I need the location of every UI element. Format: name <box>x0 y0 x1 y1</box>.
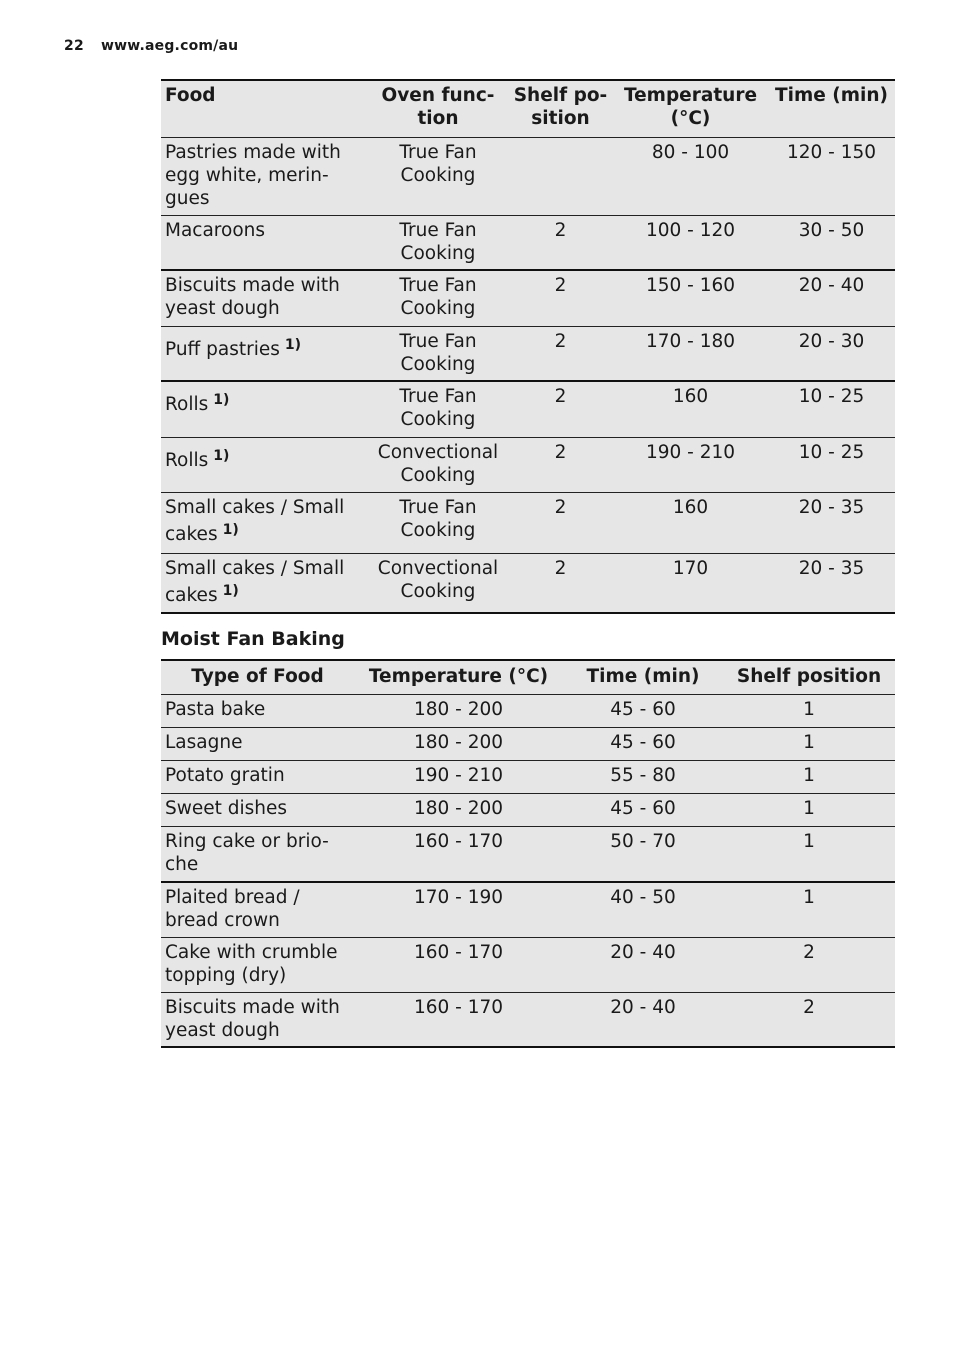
column-header-temperature: Temperature (°C) <box>354 660 563 694</box>
cell-temperature: 100 - 120 <box>645 219 736 241</box>
cell-food: Biscuits made with yeast dough <box>165 275 340 319</box>
cell-shelf: 2 <box>554 330 567 352</box>
column-header-time: Time (min) <box>563 660 723 694</box>
cell-time: 20 - 40 <box>610 996 676 1018</box>
table-header-row <box>161 660 895 694</box>
cell-shelf <box>508 137 613 215</box>
cell-oven-function: True Fan Cooking <box>399 496 477 541</box>
food-name: Rolls <box>165 394 209 415</box>
cell-food: Ring cake or brio- che <box>165 830 329 875</box>
cell-time: 20 - 40 <box>798 275 865 296</box>
cell-temperature: 180 - 200 <box>413 797 504 819</box>
table-row <box>161 793 895 826</box>
table-row <box>161 694 895 727</box>
food-name: Small cakes / Small cakes <box>165 557 345 606</box>
page-header <box>64 38 238 54</box>
table-row <box>161 882 895 937</box>
page-number: 22 <box>64 38 84 54</box>
table-row <box>161 137 895 215</box>
cell-time: 45 - 60 <box>610 797 676 819</box>
moist-fan-baking-table <box>161 659 895 1048</box>
table-row <box>161 381 895 437</box>
footnote-marker: 1) <box>213 392 230 408</box>
footnote-marker: 1) <box>284 336 302 353</box>
cell-shelf: 1 <box>803 698 815 720</box>
cell-temperature: 170 - 190 <box>413 887 504 908</box>
cell-shelf: 2 <box>554 386 567 407</box>
cell-temperature: 180 - 200 <box>413 698 504 720</box>
table-row <box>161 326 895 381</box>
cell-oven-function: True Fan Cooking <box>399 275 477 319</box>
cell-shelf: 1 <box>803 797 815 819</box>
footnote-marker: 1) <box>222 582 239 599</box>
footnote-marker: 1) <box>222 521 239 538</box>
cell-shelf: 2 <box>803 941 815 963</box>
section-title: Moist Fan Baking <box>161 628 345 650</box>
cell-shelf: 2 <box>554 496 567 518</box>
table-row <box>161 760 895 793</box>
cell-temperature: 160 <box>672 386 709 407</box>
table-row <box>161 992 895 1047</box>
cell-oven-function: True Fan Cooking <box>399 330 477 375</box>
table-row <box>161 826 895 882</box>
cell-shelf: 2 <box>554 219 567 241</box>
cell-food <box>161 553 368 613</box>
column-header-oven-function: Oven func- tion <box>368 80 508 137</box>
cell-oven-function: True Fan Cooking <box>399 219 477 264</box>
footnote-marker: 1) <box>213 447 230 464</box>
column-header-type-of-food: Type of Food <box>161 660 354 694</box>
cell-oven-function: True Fan Cooking <box>399 386 477 430</box>
cell-shelf: 1 <box>803 764 815 786</box>
cell-time: 20 - 35 <box>798 557 865 579</box>
column-header-food: Food <box>161 80 368 137</box>
cell-food <box>161 492 368 553</box>
cell-time: 45 - 60 <box>610 698 676 720</box>
cell-time: 120 - 150 <box>786 141 877 163</box>
cell-time: 45 - 60 <box>610 731 676 753</box>
table-row <box>161 492 895 553</box>
cell-shelf: 2 <box>554 557 567 579</box>
food-name: Small cakes / Small cakes <box>165 496 345 545</box>
cell-food: Pastries made with egg white, merin- gues <box>165 141 341 209</box>
cell-time: 30 - 50 <box>798 219 865 241</box>
cell-food <box>161 381 368 437</box>
cell-temperature: 170 - 180 <box>645 330 736 352</box>
cell-shelf: 2 <box>554 275 567 296</box>
column-header-shelf-position: Shelf po- sition <box>508 80 613 137</box>
cell-time: 20 - 40 <box>610 941 676 963</box>
header-url: www.aeg.com/au <box>100 38 239 54</box>
cell-temperature: 180 - 200 <box>413 731 504 753</box>
cell-temperature: 160 - 170 <box>413 941 504 963</box>
cell-food: Cake with crumble topping (dry) <box>165 941 338 986</box>
cell-shelf: 1 <box>803 830 815 852</box>
cell-oven-function: Convectional Cooking <box>377 557 499 602</box>
cell-food <box>161 437 368 492</box>
food-name: Puff pastries <box>165 338 280 360</box>
table-header-row <box>161 80 895 137</box>
cell-shelf: 1 <box>803 731 815 753</box>
cell-temperature: 170 <box>672 557 709 579</box>
cell-time: 20 - 30 <box>798 330 865 352</box>
table-row <box>161 937 895 992</box>
cell-time: 40 - 50 <box>610 887 676 908</box>
cell-food: Macaroons <box>165 219 266 241</box>
cell-time: 55 - 80 <box>610 764 676 786</box>
cell-temperature: 160 <box>672 496 709 518</box>
cell-temperature: 190 - 210 <box>413 764 504 786</box>
table-row <box>161 437 895 492</box>
cell-food: Sweet dishes <box>165 797 288 819</box>
cell-shelf: 2 <box>803 996 815 1018</box>
cell-food <box>161 326 368 381</box>
cell-oven-function: Convectional Cooking <box>377 441 499 486</box>
table-row <box>161 727 895 760</box>
cell-food: Pasta bake <box>165 698 266 720</box>
cell-time: 10 - 25 <box>798 441 865 463</box>
cell-oven-function: True Fan Cooking <box>399 141 477 186</box>
cell-temperature: 80 - 100 <box>651 141 730 163</box>
table-row <box>161 553 895 613</box>
cell-temperature: 150 - 160 <box>645 275 736 296</box>
table-row <box>161 215 895 270</box>
column-header-shelf-position: Shelf position <box>723 660 895 694</box>
cell-shelf: 2 <box>554 441 567 463</box>
baking-table <box>161 79 895 614</box>
cell-temperature: 160 - 170 <box>413 830 504 852</box>
cell-temperature: 160 - 170 <box>413 996 504 1018</box>
cell-shelf: 1 <box>803 887 815 908</box>
cell-time: 10 - 25 <box>798 386 865 407</box>
column-header-temperature: Temperature (°C) <box>613 80 768 137</box>
cell-time: 20 - 35 <box>798 496 865 518</box>
table-row <box>161 270 895 326</box>
cell-food: Biscuits made with yeast dough <box>165 996 340 1041</box>
food-name: Rolls <box>165 449 209 471</box>
cell-temperature: 190 - 210 <box>645 441 736 463</box>
cell-food: Plaited bread / bread crown <box>165 887 300 931</box>
column-header-time: Time (min) <box>768 80 895 137</box>
cell-time: 50 - 70 <box>610 830 676 852</box>
cell-food: Lasagne <box>165 731 243 753</box>
cell-food: Potato gratin <box>165 764 285 786</box>
